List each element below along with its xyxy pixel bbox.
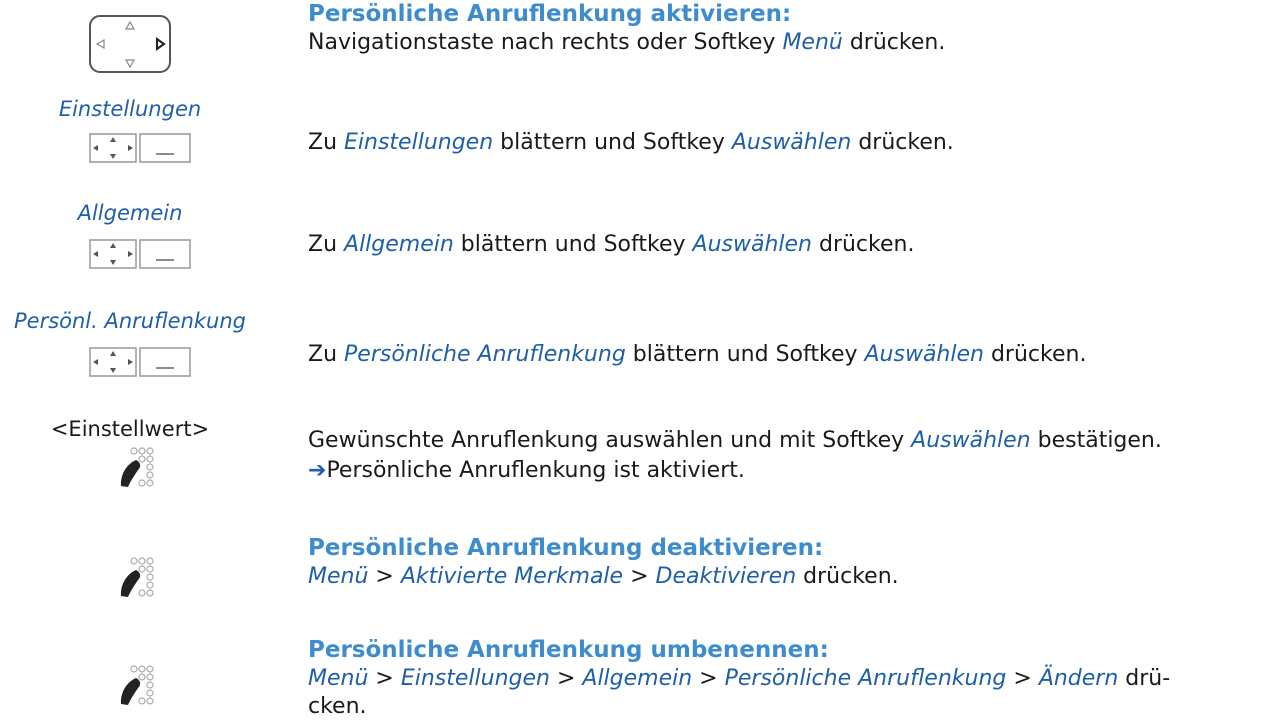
label-allgemein: Allgemein bbox=[77, 201, 183, 225]
text: blättern und Softkey bbox=[625, 342, 865, 367]
label-einstellwert: <Einstellwert> bbox=[50, 417, 210, 441]
path-separator: > bbox=[549, 666, 583, 691]
menu-path-allgemein: Allgemein bbox=[582, 666, 693, 691]
text: bestätigen. bbox=[1030, 428, 1162, 453]
menu-path-aktivierte-merkmale: Aktivierte Merkmale bbox=[400, 564, 624, 589]
heading-deactivate: Persönliche Anruflenkung deaktivieren: bbox=[308, 535, 824, 561]
softkey-auswaehlen: Auswählen bbox=[731, 130, 852, 155]
menu-path-menu: Menü bbox=[308, 564, 369, 589]
menu-path-menu: Menü bbox=[308, 666, 369, 691]
menu-path-einstellungen: Einstellungen bbox=[400, 666, 550, 691]
heading-activate: Persönliche Anruflenkung aktivieren: bbox=[308, 1, 792, 27]
label-persoenl-anruflenkung: Persönl. Anruflenkung bbox=[13, 309, 247, 333]
softkey-menu: Menü bbox=[782, 30, 843, 55]
softkey-auswaehlen: Auswählen bbox=[911, 428, 1031, 453]
path-separator: > bbox=[368, 564, 401, 589]
softkey-auswaehlen: Auswählen bbox=[692, 232, 812, 257]
keypad-hand-icon bbox=[118, 664, 158, 706]
step2-text bbox=[308, 128, 954, 158]
heading-rename: Persönliche Anruflenkung umbenennen: bbox=[308, 637, 829, 663]
term-allgemein: Allgemein bbox=[344, 232, 454, 257]
menu-path-deaktivieren: Deaktivieren bbox=[655, 564, 797, 589]
term-einstellungen: Einstellungen bbox=[344, 130, 494, 155]
text: Navigationstaste nach rechts oder Softkey bbox=[308, 30, 783, 55]
text: drücken. bbox=[811, 232, 915, 257]
text: drücken. bbox=[796, 564, 899, 589]
path-separator: > bbox=[368, 666, 401, 691]
navigation-key-icon bbox=[88, 14, 172, 74]
term-persoenliche-anruflenkung: Persönliche Anruflenkung bbox=[344, 342, 626, 367]
deactivate-text bbox=[308, 562, 899, 592]
result-arrow-icon: ➔ bbox=[308, 458, 327, 483]
path-separator: > bbox=[692, 666, 725, 691]
softkey-auswaehlen: Auswählen bbox=[864, 342, 984, 367]
step3-text bbox=[308, 230, 914, 260]
step1-text bbox=[308, 28, 945, 58]
navigation-softkey-icon bbox=[88, 132, 194, 164]
text: drü- bbox=[1118, 666, 1171, 691]
rename-text-line2: cken. bbox=[308, 694, 367, 719]
result-text: Persönliche Anruflenkung ist aktiviert. bbox=[326, 458, 745, 483]
menu-path-aendern: Ändern bbox=[1038, 666, 1119, 691]
step4-text bbox=[308, 340, 1086, 370]
text: blättern und Softkey bbox=[453, 232, 693, 257]
step5-result bbox=[308, 456, 745, 486]
text: blättern und Softkey bbox=[493, 130, 732, 155]
label-einstellungen: Einstellungen bbox=[58, 97, 202, 121]
keypad-hand-icon bbox=[118, 556, 158, 598]
keypad-hand-icon bbox=[118, 446, 158, 488]
text: Gewünschte Anruflenkung auswählen und mit Softkey bbox=[308, 428, 912, 453]
navigation-softkey-icon bbox=[88, 238, 194, 270]
navigation-softkey-icon bbox=[88, 346, 194, 378]
text: drücken. bbox=[851, 130, 954, 155]
text: drücken. bbox=[983, 342, 1087, 367]
path-separator: > bbox=[1006, 666, 1039, 691]
menu-path-persoenliche-anruflenkung: Persönliche Anruflenkung bbox=[724, 666, 1007, 691]
text: Zu bbox=[308, 232, 345, 257]
text: drücken. bbox=[842, 30, 946, 55]
text: Zu bbox=[308, 130, 345, 155]
step5-text bbox=[308, 426, 1162, 456]
text: Zu bbox=[308, 342, 345, 367]
rename-text bbox=[308, 664, 1170, 694]
path-separator: > bbox=[623, 564, 656, 589]
